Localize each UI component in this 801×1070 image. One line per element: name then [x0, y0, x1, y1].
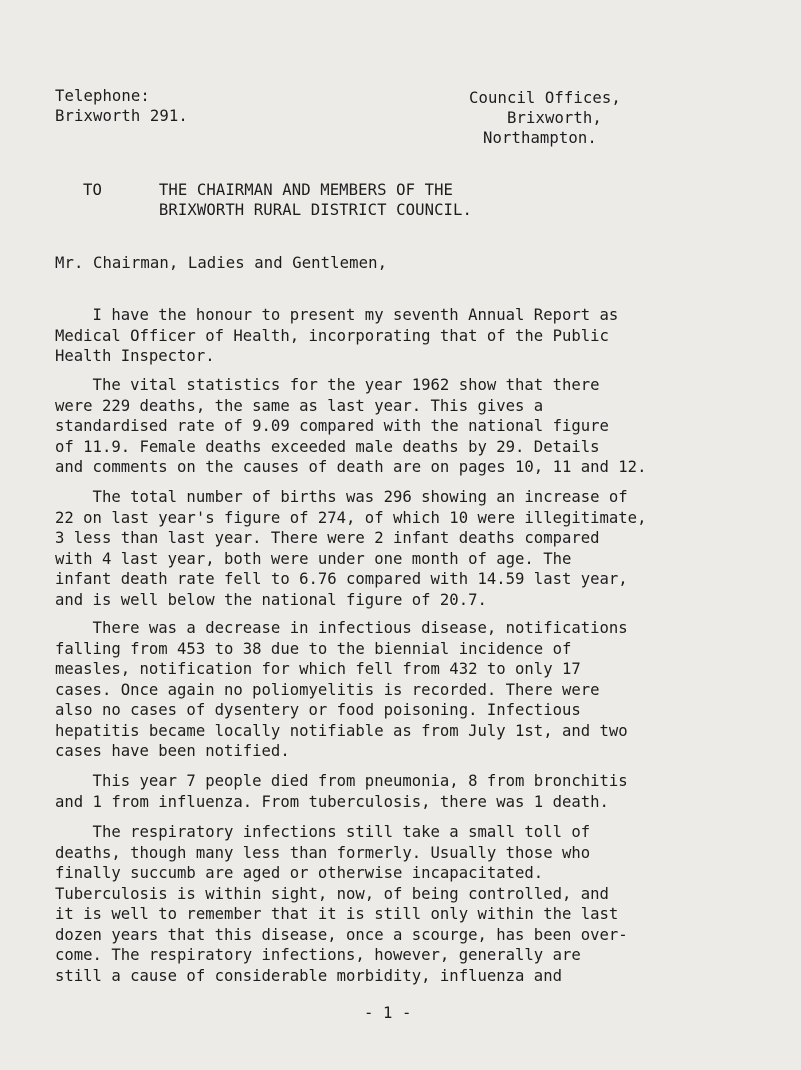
text-line: deaths, though many less than formerly. Usually those who — [55, 843, 591, 862]
text-line: Health Inspector. — [55, 347, 215, 365]
addressee-line-1: TO THE CHAIRMAN AND MEMBERS OF THE — [83, 181, 454, 199]
text-line: I have the honour to present my seventh Annual Report as — [55, 306, 619, 324]
paragraph-vital-statistics — [55, 375, 785, 478]
text-line: dozen years that this disease, once a scourge, has been over- — [55, 925, 628, 944]
paragraph-respiratory-infections — [55, 822, 785, 986]
telephone-label: Telephone: — [55, 87, 150, 105]
text-line: of 11.9. Female deaths exceeded male deaths by 29. Details — [55, 437, 600, 456]
text-line: There was a decrease in infectious disease, notifications — [55, 619, 628, 637]
text-line: with 4 last year, both were under one month of age. The — [55, 549, 572, 568]
text-line: and is well below the national figure of 20.7. — [55, 590, 487, 609]
text-line: hepatitis became locally notifiable as from July 1st, and two — [55, 721, 628, 740]
text-line: and comments on the causes of death are on pages 10, 11 and 12. — [55, 458, 647, 476]
text-line: Medical Officer of Health, incorporating that of the Public — [55, 326, 609, 345]
text-line: This year 7 people died from pneumonia, 8 from bronchitis — [55, 772, 628, 790]
text-line: 22 on last year's figure of 274, of which 10 were illegitimate, — [55, 508, 647, 527]
text-line: The total number of births was 296 showing an increase of — [55, 488, 628, 506]
text-line: were 229 deaths, the same as last year. This gives a — [55, 396, 544, 415]
paragraph-introduction — [55, 305, 785, 367]
addressee-line-2: BRIXWORTH RURAL DISTRICT COUNCIL. — [83, 201, 473, 219]
text-line: it is well to remember that it is still only within the last — [55, 905, 619, 923]
text-line: measles, notification for which fell from 432 to only 17 — [55, 660, 581, 678]
text-line: cases. Once again no poliomyelitis is recorded. There were — [55, 680, 600, 699]
paragraph-infectious-disease — [55, 618, 785, 762]
text-line: 3 less than last year. There were 2 infant deaths compared — [55, 529, 600, 547]
telephone-number: Brixworth 291. — [55, 107, 188, 125]
salutation: Mr. Chairman, Ladies and Gentlemen, — [55, 254, 388, 272]
address-line-2: Brixworth, — [507, 109, 602, 127]
text-line: Tuberculosis is within sight, now, of being controlled, and — [55, 884, 609, 903]
text-line: still a cause of considerable morbidity, influenza and — [55, 966, 562, 985]
address-line-3: Northampton. — [483, 129, 597, 147]
paragraph-respiratory-deaths — [55, 771, 785, 812]
text-line: and 1 from influenza. From tuberculosis, there was 1 death. — [55, 792, 609, 811]
text-line: cases have been notified. — [55, 742, 290, 760]
text-line: The vital statistics for the year 1962 show that there — [55, 376, 600, 394]
text-line: The respiratory infections still take a small toll of — [55, 823, 591, 841]
address-line-1: Council Offices, — [469, 89, 621, 107]
text-line: falling from 453 to 38 due to the biennial incidence of — [55, 639, 572, 658]
text-line: standardised rate of 9.09 compared with the national figure — [55, 417, 609, 435]
paragraph-births — [55, 487, 785, 610]
page-number: - 1 - — [364, 1004, 412, 1022]
text-line: finally succumb are aged or otherwise incapacitated. — [55, 864, 544, 882]
text-line: come. The respiratory infections, however, generally are — [55, 946, 581, 964]
text-line: also no cases of dysentery or food poisoning. Infectious — [55, 701, 581, 719]
text-line: infant death rate fell to 6.76 compared with 14.59 last year, — [55, 570, 628, 588]
